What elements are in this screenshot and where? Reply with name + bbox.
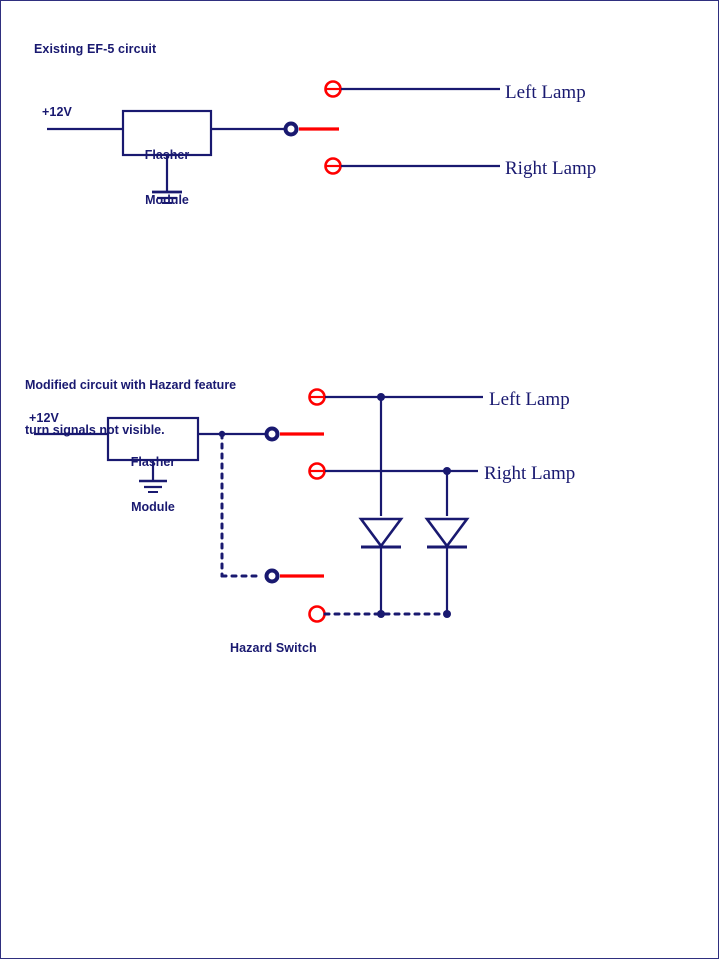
- diode1-triangle: [361, 519, 401, 546]
- diagram-existing-ef5: [47, 82, 500, 204]
- switch-common-terminal-1: [286, 124, 297, 135]
- diagram2-supply-label: +12V: [29, 411, 59, 425]
- diagram1-flasher-module-line2: Module: [145, 193, 189, 207]
- hazard-return-terminal: [310, 607, 325, 622]
- diagram2-hazard-switch-label: Hazard Switch: [230, 641, 317, 655]
- diagram2-flasher-module-label: [107, 425, 199, 545]
- diode2-triangle: [427, 519, 467, 546]
- diagram2-right-lamp-label: Right Lamp: [484, 463, 576, 484]
- diagram1-supply-label: +12V: [42, 105, 72, 119]
- diagram1-flasher-module-line1: Flasher: [144, 148, 190, 162]
- hazard-switch-common-terminal: [267, 571, 278, 582]
- diagram1-title: Existing EF-5 circuit: [34, 42, 157, 56]
- diagram1-right-lamp-label: Right Lamp: [505, 158, 597, 179]
- diagram2-left-lamp-label: Left Lamp: [489, 389, 570, 410]
- switch-common-terminal-2: [267, 429, 278, 440]
- diagram2-flasher-module-line1: Flasher: [130, 455, 176, 469]
- diagram1-left-lamp-label: Left Lamp: [505, 82, 586, 103]
- diagram2-title-line2: turn signals not visible.: [25, 423, 165, 437]
- diagram2-flasher-module-line2: Module: [131, 500, 175, 514]
- diagram2-title-line1: Modified circuit with Hazard feature: [25, 378, 237, 392]
- diagram1-flasher-module-label: [121, 118, 213, 238]
